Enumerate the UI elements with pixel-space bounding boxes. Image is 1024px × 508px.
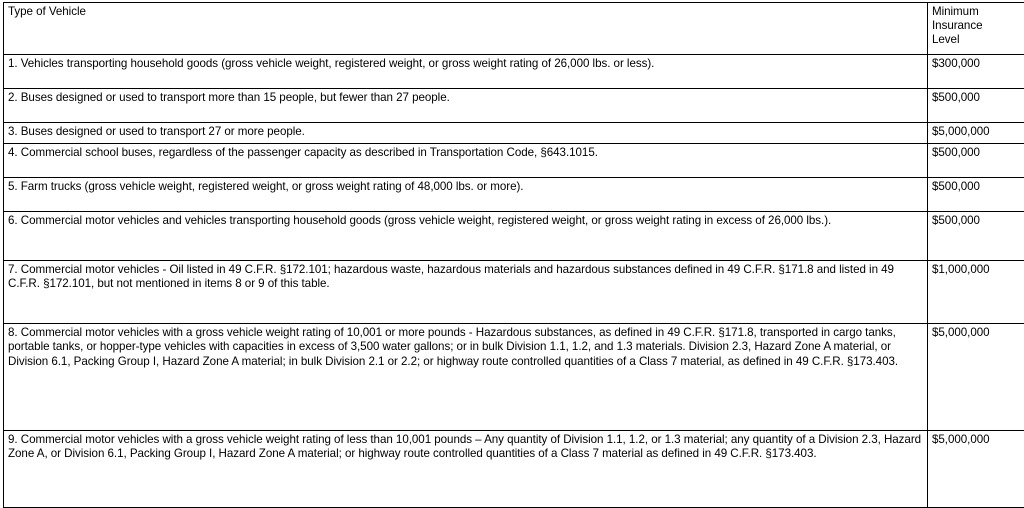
vehicle-type-text: 4. Commercial school buses, regardless of the passenger capacity as described in Transportation Code, §643.1015. bbox=[8, 146, 923, 161]
cell-type-of-vehicle bbox=[4, 89, 928, 123]
insurance-level-text: $1,000,000 bbox=[932, 263, 990, 276]
insurance-level-text: $300,000 bbox=[932, 57, 980, 70]
cell-type-of-vehicle bbox=[4, 143, 928, 177]
table-row bbox=[4, 89, 1024, 123]
vehicle-type-text: 9. Commercial motor vehicles with a gross vehicle weight rating of less than 10,001 pounds – Any quantity of Division 1.1, 1.2, or 1.3 material; any quantity of a Division 2.3, Hazard Zone A, or Division 6.1, Packing Group I, Hazard Zone A material; or highway route controlled quantities of a Class 7 material as defined in 49 C.F.R. §173.403. bbox=[8, 433, 923, 462]
table-row bbox=[4, 211, 1024, 260]
cell-minimum-insurance-level bbox=[928, 89, 1024, 123]
column-header-minimum-insurance-level bbox=[928, 3, 1024, 55]
table-row bbox=[4, 177, 1024, 211]
cell-type-of-vehicle bbox=[4, 211, 928, 260]
cell-minimum-insurance-level bbox=[928, 123, 1024, 144]
vehicle-type-text: 1. Vehicles transporting household goods (gross vehicle weight, registered weight, or gross weight rating of 26,000 lbs. or less). bbox=[8, 57, 923, 72]
table-row bbox=[4, 55, 1024, 89]
cell-type-of-vehicle bbox=[4, 260, 928, 323]
cell-minimum-insurance-level bbox=[928, 143, 1024, 177]
cell-minimum-insurance-level bbox=[928, 430, 1024, 507]
cell-minimum-insurance-level bbox=[928, 323, 1024, 430]
insurance-level-text: $500,000 bbox=[932, 91, 980, 104]
table-row bbox=[4, 430, 1024, 507]
table-header-row bbox=[4, 3, 1024, 55]
insurance-level-text: $500,000 bbox=[932, 214, 980, 227]
table-row bbox=[4, 260, 1024, 323]
column-header-minimum-insurance-level-label: Minimum Insurance Level bbox=[932, 5, 994, 48]
cell-minimum-insurance-level bbox=[928, 177, 1024, 211]
insurance-level-text: $5,000,000 bbox=[932, 433, 990, 446]
cell-minimum-insurance-level bbox=[928, 260, 1024, 323]
vehicle-type-text: 6. Commercial motor vehicles and vehicles transporting household goods (gross vehicle weight, registered weight, or gross weight rating in excess of 26,000 lbs.). bbox=[8, 214, 923, 229]
column-header-type-of-vehicle-label: Type of Vehicle bbox=[8, 5, 923, 20]
vehicle-type-text: 8. Commercial motor vehicles with a gross vehicle weight rating of 10,001 or more pounds - Hazardous substances, as defined in 49 C.F.R. §171.8, transported in cargo tanks, portable tanks, or hopper-type vehicles with capacities in excess of 3,500 water gallons; or in bulk Division 1.1, 1.2, and 1.3 materials. Division 2.3, Hazard Zone A material, or Division 6.1, Packing Group I, Hazard Zone A material; in bulk Division 2.1 or 2.2; or highway route controlled quantities of a Class 7 material, as defined in 49 C.F.R. §173.403. bbox=[8, 326, 923, 370]
table-row bbox=[4, 123, 1024, 144]
cell-type-of-vehicle bbox=[4, 123, 928, 144]
vehicle-type-text: 7. Commercial motor vehicles - Oil listed in 49 C.F.R. §172.101; hazardous waste, hazardous materials and hazardous substances defined in 49 C.F.R. §171.8 and listed in 49 C.F.R. §172.101, but not mentioned in items 8 or 9 of this table. bbox=[8, 263, 923, 292]
table-header bbox=[4, 3, 1024, 55]
cell-type-of-vehicle bbox=[4, 177, 928, 211]
cell-minimum-insurance-level bbox=[928, 211, 1024, 260]
insurance-levels-table bbox=[3, 2, 1024, 508]
cell-type-of-vehicle bbox=[4, 430, 928, 507]
table-row bbox=[4, 323, 1024, 430]
table-row bbox=[4, 143, 1024, 177]
vehicle-type-text: 2. Buses designed or used to transport more than 15 people, but fewer than 27 people. bbox=[8, 91, 923, 106]
column-header-type-of-vehicle bbox=[4, 3, 928, 55]
cell-minimum-insurance-level bbox=[928, 55, 1024, 89]
vehicle-type-text: 3. Buses designed or used to transport 27 or more people. bbox=[8, 125, 923, 140]
insurance-level-text: $5,000,000 bbox=[932, 125, 990, 138]
insurance-level-text: $5,000,000 bbox=[932, 326, 990, 339]
cell-type-of-vehicle bbox=[4, 323, 928, 430]
cell-type-of-vehicle bbox=[4, 55, 928, 89]
vehicle-type-text: 5. Farm trucks (gross vehicle weight, registered weight, or gross weight rating of 48,000 lbs. or more). bbox=[8, 180, 923, 195]
insurance-level-text: $500,000 bbox=[932, 180, 980, 193]
table-body bbox=[4, 55, 1024, 508]
insurance-level-text: $500,000 bbox=[932, 146, 980, 159]
